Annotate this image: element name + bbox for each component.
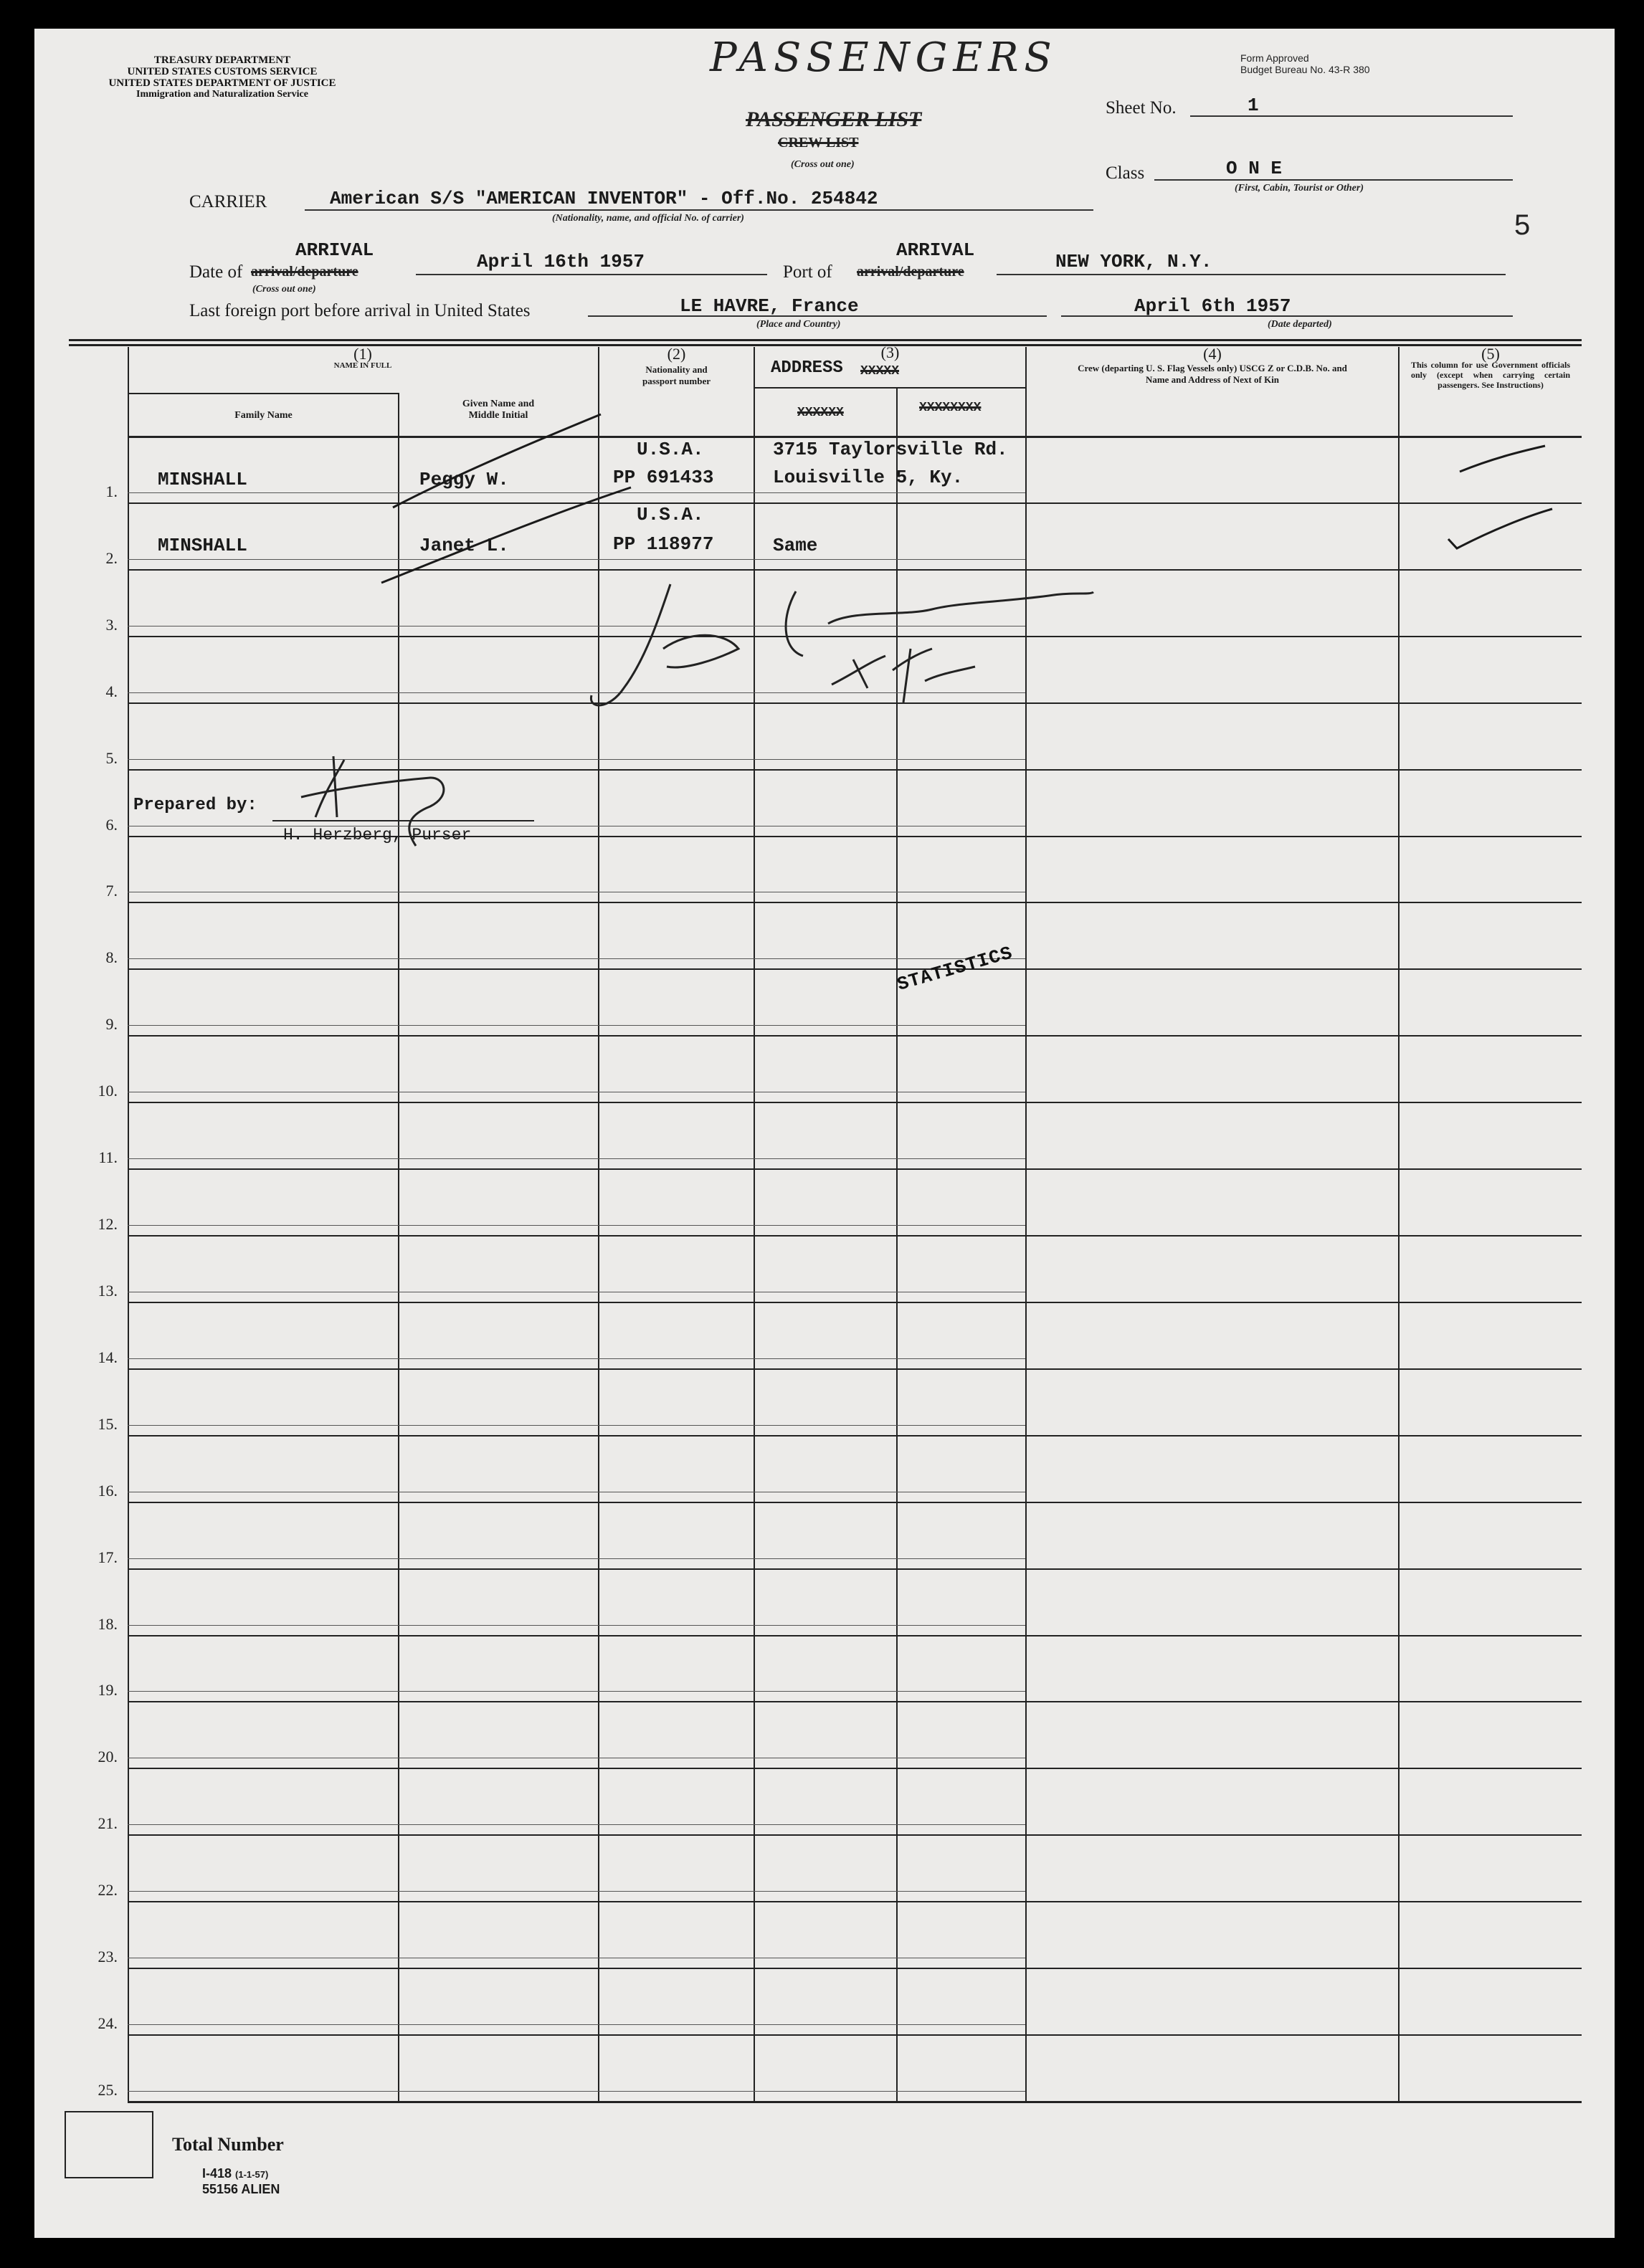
row-number: 13. <box>98 1282 118 1300</box>
row-subdivider <box>128 759 1025 760</box>
row-number: 2. <box>105 549 118 567</box>
row-divider <box>128 1635 1582 1636</box>
row-divider <box>128 902 1582 903</box>
foreign-port-value: LE HAVRE, France <box>680 295 859 317</box>
row-divider <box>128 2034 1582 2036</box>
row1-nationality: U.S.A. <box>637 439 704 460</box>
foreign-port-note: (Place and Country) <box>756 319 841 330</box>
row-number: 1. <box>105 482 118 500</box>
row-number: 16. <box>98 1482 118 1500</box>
carrier-note: (Nationality, name, and official No. of carrier) <box>552 213 744 224</box>
col5-title: This column for use Government officials only (except when carrying certain passengers. See Instructions) <box>1411 360 1570 390</box>
form-approved-text: Form Approved <box>1240 52 1309 64</box>
date-typed-over: ARRIVAL <box>295 239 374 261</box>
class-note: (First, Cabin, Tourist or Other) <box>1235 183 1364 194</box>
carrier-label: CARRIER <box>189 192 267 211</box>
row-divider <box>128 702 1582 704</box>
form-number-code: I-418 <box>202 2166 232 2181</box>
form-number <box>202 2166 268 2181</box>
row-number: 11. <box>98 1148 118 1166</box>
row-subdivider <box>128 1158 1025 1159</box>
handwritten-title: PASSENGERS <box>710 34 1058 81</box>
form-number-date: (1-1-57) <box>235 2169 269 2180</box>
agency-line: Immigration and Naturalization Service <box>136 89 308 100</box>
row-number: 18. <box>98 1615 118 1633</box>
row-subdivider <box>128 559 1025 560</box>
row-number: 9. <box>105 1015 118 1033</box>
row-divider <box>128 968 1582 970</box>
row-divider <box>128 569 1582 571</box>
row-number: 15. <box>98 1415 118 1433</box>
col5-header <box>1400 345 1582 390</box>
col3-sub-b: XXXXXXXX <box>919 401 982 415</box>
row-divider <box>128 2101 1582 2103</box>
col1-number: (1) <box>353 345 372 363</box>
row1-given: Peggy W. <box>419 469 509 490</box>
row-number: 8. <box>105 948 118 966</box>
row-subdivider <box>128 2024 1025 2025</box>
col1-family-header: Family Name <box>234 410 293 421</box>
port-label: Port of <box>783 262 832 282</box>
row-number: 6. <box>105 816 118 834</box>
row-divider <box>128 1568 1582 1570</box>
col4-number: (4) <box>1203 345 1222 363</box>
class-label: Class <box>1106 163 1145 183</box>
row2-nationality: U.S.A. <box>637 504 704 525</box>
row-divider <box>128 1901 1582 1902</box>
agency-line: UNITED STATES DEPARTMENT OF JUSTICE <box>108 77 336 89</box>
row-number: 14. <box>98 1348 118 1366</box>
col3-title: ADDRESS <box>771 358 843 378</box>
date-note: (Cross out one) <box>252 284 316 295</box>
struck-title-crew: CREW LIST <box>778 135 859 151</box>
row-divider <box>128 1968 1582 1969</box>
total-number-label: Total Number <box>172 2134 284 2155</box>
row-number: 20. <box>98 1748 118 1766</box>
row2-address: Same <box>773 535 818 556</box>
row-number: 4. <box>105 682 118 700</box>
statistics-stamp: STATISTICS <box>895 942 1015 996</box>
title-cross-out-note: (Cross out one) <box>791 159 855 170</box>
col4-title: Crew (departing U. S. Flag Vessels only) USCG Z or C.D.B. No. and Name and Address of Next of Kin <box>1078 363 1347 385</box>
row-divider <box>128 1168 1582 1170</box>
col2-number: (2) <box>667 345 686 363</box>
row-divider <box>128 1502 1582 1503</box>
departure-date-value: April 6th 1957 <box>1134 295 1291 317</box>
carrier-value: American S/S "AMERICAN INVENTOR" - Off.No. 254842 <box>330 188 878 209</box>
row-divider <box>128 1102 1582 1103</box>
arrival-date-value: April 16th 1957 <box>477 251 645 272</box>
row-divider <box>128 1701 1582 1702</box>
row-subdivider <box>128 1358 1025 1359</box>
page-mark: 5 <box>1514 209 1531 241</box>
port-typed-over: ARRIVAL <box>896 239 975 261</box>
row-divider <box>128 502 1582 504</box>
row-number: 19. <box>98 1681 118 1699</box>
col1-header <box>128 345 598 371</box>
row-divider <box>128 1834 1582 1836</box>
col2-title: Nationality and passport number <box>642 364 711 386</box>
col5-number: (5) <box>1481 345 1500 363</box>
col2-header <box>599 345 754 387</box>
row-number: 23. <box>98 1948 118 1966</box>
port-value: NEW YORK, N.Y. <box>1055 251 1212 272</box>
row-number: 7. <box>105 882 118 900</box>
row-subdivider <box>128 1558 1025 1559</box>
row1-address-line1: 3715 Taylorsville Rd. <box>773 439 1008 460</box>
row-subdivider <box>128 1625 1025 1626</box>
budget-bureau-text: Budget Bureau No. 43-R 380 <box>1240 64 1370 75</box>
row-divider <box>128 1302 1582 1303</box>
row-subdivider <box>128 1025 1025 1026</box>
row-number: 21. <box>98 1814 118 1832</box>
sheet-label: Sheet No. <box>1106 98 1177 118</box>
row-divider <box>128 1035 1582 1037</box>
agency-block <box>65 54 380 100</box>
agency-line: TREASURY DEPARTMENT <box>153 54 291 66</box>
row1-family: MINSHALL <box>158 469 247 490</box>
agency-line: UNITED STATES CUSTOMS SERVICE <box>127 66 318 77</box>
col4-header <box>1027 345 1398 386</box>
preparer-name: H. Herzberg, Purser <box>283 826 472 844</box>
date-struck: arrival/departure <box>251 264 358 280</box>
row-number: 22. <box>98 1881 118 1899</box>
row-number: 12. <box>98 1215 118 1233</box>
row2-given: Janet L. <box>419 535 509 556</box>
total-number-box <box>65 2111 153 2178</box>
row-divider <box>128 636 1582 637</box>
row-number: 24. <box>98 2014 118 2032</box>
sheet-value: 1 <box>1248 95 1259 116</box>
port-struck: arrival/departure <box>857 264 964 280</box>
row-divider <box>128 1435 1582 1436</box>
departure-date-note: (Date departed) <box>1268 319 1332 330</box>
col3-number: (3) <box>880 343 900 361</box>
col1-given-header: Given Name and Middle Initial <box>462 399 535 421</box>
row-subdivider <box>128 958 1025 959</box>
row1-passport: PP 691433 <box>613 467 714 488</box>
row2-passport: PP 118977 <box>613 533 714 555</box>
col3-header <box>755 343 1025 361</box>
row-subdivider <box>128 1824 1025 1825</box>
row-number: 5. <box>105 749 118 767</box>
row-subdivider <box>128 1225 1025 1226</box>
row-subdivider <box>128 692 1025 693</box>
row-subdivider <box>128 1425 1025 1426</box>
col3-sub-a: XXXXXX <box>797 406 844 420</box>
date-label: Date of <box>189 262 243 282</box>
row-subdivider <box>128 1891 1025 1892</box>
row2-family: MINSHALL <box>158 535 247 556</box>
prepared-by-label: Prepared by: <box>133 796 257 815</box>
row-divider <box>128 1235 1582 1237</box>
row-number: 3. <box>105 616 118 634</box>
form-approval <box>1240 52 1370 75</box>
row-number: 17. <box>98 1548 118 1566</box>
row-divider <box>128 1768 1582 1769</box>
col1-title: NAME IN FULL <box>333 361 392 370</box>
foreign-port-label: Last foreign port before arrival in United States <box>189 301 531 320</box>
struck-title: PASSENGER LIST <box>746 108 922 131</box>
col3-struck: XXXXX <box>860 364 900 378</box>
row-subdivider <box>128 2091 1025 2092</box>
row-number: 10. <box>98 1082 118 1100</box>
row-subdivider <box>128 492 1025 493</box>
row-number: 25. <box>98 2081 118 2099</box>
row1-address-line2: Louisville 5, Ky. <box>773 467 964 488</box>
row-divider <box>128 1368 1582 1370</box>
row-subdivider <box>128 1691 1025 1692</box>
alien-number: 55156 ALIEN <box>202 2182 280 2196</box>
class-value: O N E <box>1226 158 1283 179</box>
